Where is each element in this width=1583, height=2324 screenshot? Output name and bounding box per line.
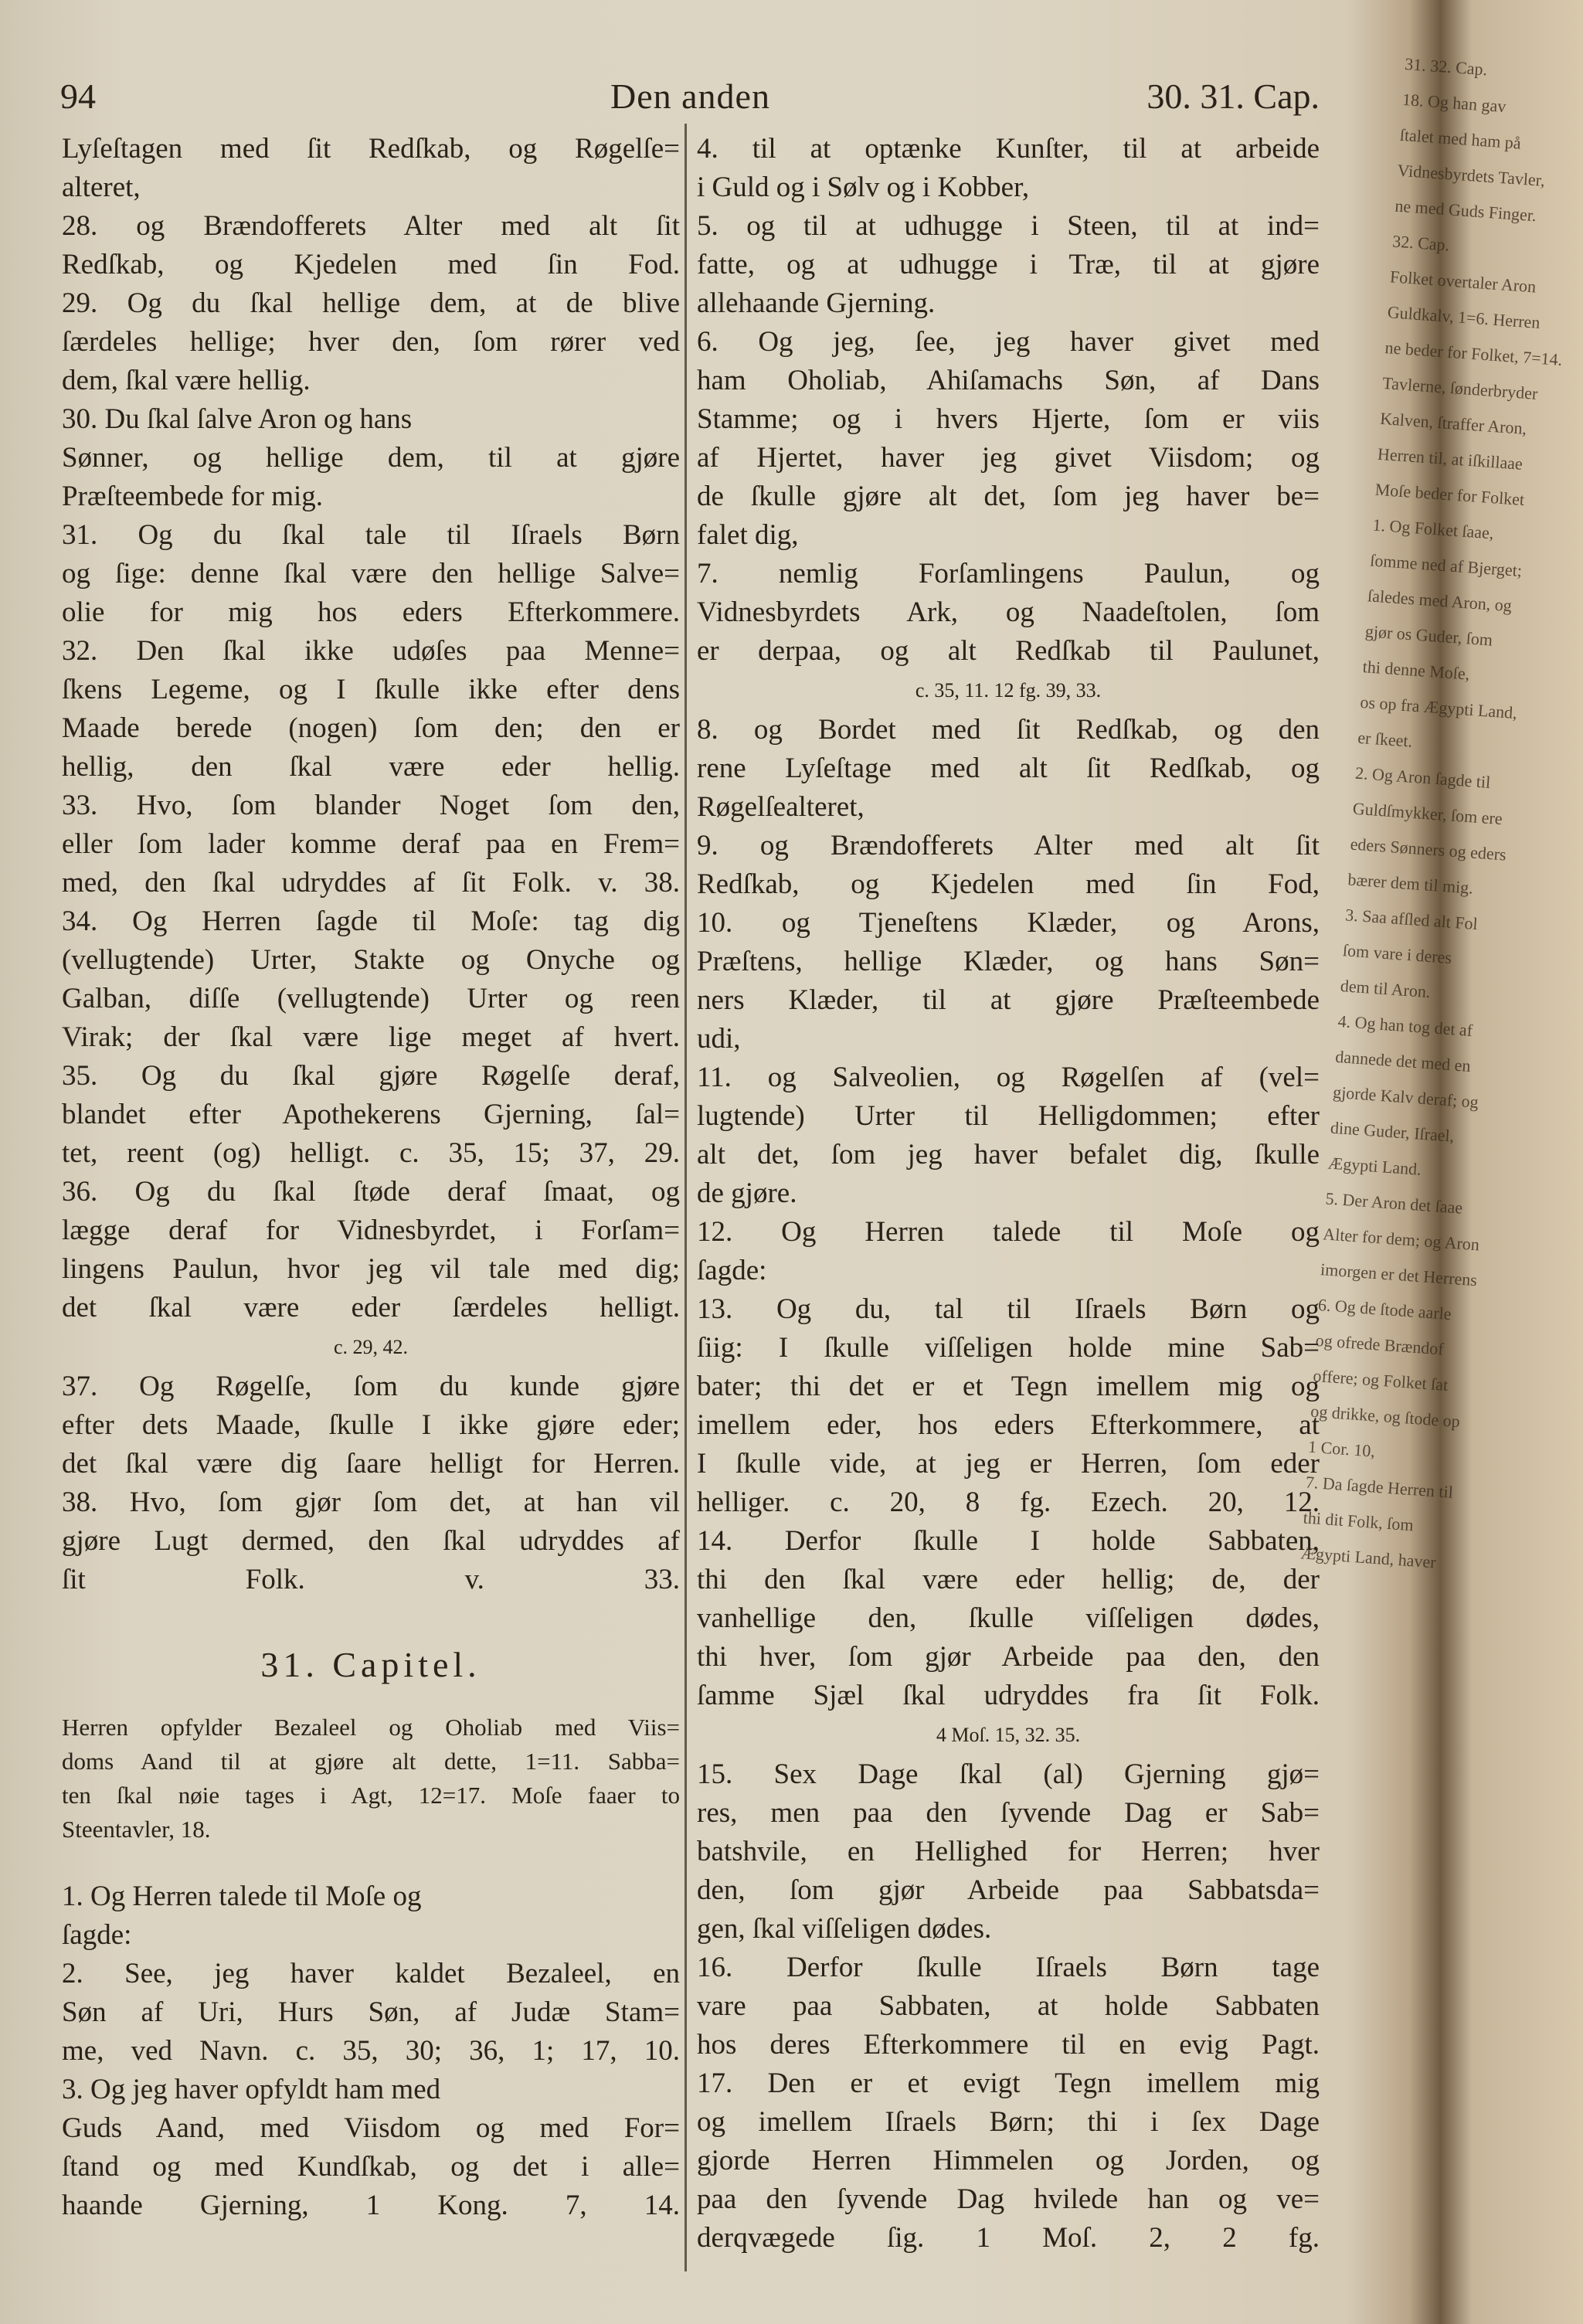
running-title: Den anden: [610, 76, 770, 116]
text-line: er ſkeet.: [1357, 727, 1414, 751]
text-line: 31. 32. Cap.: [1404, 53, 1488, 80]
text-line: de gjøre.: [697, 1177, 797, 1209]
text-line: Søn af Uri, Hurs Søn, af Judæ Stam=: [62, 1996, 680, 2028]
text-line: os op fra Ægypti Land,: [1359, 691, 1518, 723]
text-line: ne med Guds Finger.: [1394, 195, 1537, 226]
text-line: Vidnesbyrdets Ark, og Naadeſtolen, ſom: [697, 596, 1320, 628]
text-line: det ſkal være eder ſærdeles helligt.: [62, 1292, 680, 1323]
text-line: fatte, og at udhugge i Træ, til at gjøre: [697, 249, 1320, 280]
text-line: dem, ſkal være hellig.: [62, 365, 311, 396]
text-line: lægge deraf for Vidnesbyrdet, i Forſam=: [62, 1215, 680, 1246]
text-line: 36. Og du ſkal ſtøde deraf ſmaat, og: [62, 1176, 680, 1208]
text-line: Virak; der ſkal være lige meget af hvert.: [62, 1021, 680, 1053]
text-line: 15. Sex Dage ſkal (al) Gjerning gjø=: [697, 1758, 1320, 1790]
text-line: gjøre Lugt dermed, den ſkal udryddes af: [62, 1525, 680, 1557]
text-line: 17. Den er et evigt Tegn imellem mig: [697, 2067, 1320, 2099]
right-column: [697, 130, 1320, 2258]
text-line: Guldſmykker, ſom ere: [1352, 798, 1503, 829]
text-line: Præſteembede for mig.: [62, 481, 324, 512]
text-line: 18. Og han gav: [1401, 89, 1507, 117]
text-line: haande Gjerning, 1 Kong. 7, 14.: [62, 2190, 680, 2221]
summary-line: Herren opfylder Bezaleel og Oholiab med Viis=: [62, 1714, 680, 1741]
text-line: 10. og Tjeneſtens Klæder, og Arons,: [697, 907, 1320, 939]
text-line: allehaande Gjerning.: [697, 287, 936, 319]
text-line: 2. See, jeg haver kaldet Bezaleel, en: [62, 1958, 680, 1989]
text-line: helliger. c. 20, 8 fg. Ezech. 20, 12.: [697, 1486, 1320, 1518]
text-line: Vidnesbyrdets Tavler,: [1396, 160, 1546, 190]
text-line: rene Lyſeſtage med alt ſit Redſkab, og: [697, 753, 1320, 784]
text-line: Røgelſealteret,: [697, 791, 865, 823]
text-line: ſtand og med Kundſkab, og det i alle=: [62, 2151, 680, 2183]
text-line: gjorde Herren Himmelen og Jorden, og: [697, 2145, 1320, 2176]
text-line: 6. Og jeg, ſee, jeg haver givet med: [697, 326, 1320, 358]
text-line: 3. Saa afſled alt Fol: [1344, 905, 1479, 934]
text-line: vare paa Sabbaten, at holde Sabbaten: [697, 1990, 1320, 2022]
text-line: dem til Aron.: [1340, 976, 1432, 1002]
text-line: eders Sønners og eders: [1349, 834, 1507, 865]
text-line: 13. Og du, tal til Iſraels Børn og: [697, 1293, 1320, 1325]
text-line: Guldkalv, 1=6. Herren: [1387, 302, 1541, 332]
chapter-heading: 31. Capitel.: [260, 1645, 481, 1684]
text-line: bærer dem til mig.: [1347, 869, 1474, 898]
text-line: Alter for dem; og Aron: [1322, 1224, 1480, 1255]
text-line: 1. Og Folket ſaae,: [1371, 515, 1495, 543]
text-line: 8. og Bordet med ſit Redſkab, og den: [697, 714, 1320, 746]
text-line: lugtende) Urter til Helligdommen; efter: [697, 1100, 1320, 1132]
text-line: paa den ſyvende Dag hvilede han og ve=: [697, 2183, 1320, 2215]
text-line: imellem eder, hos eders Efterkommere, at: [697, 1409, 1320, 1441]
cross-reference: c. 29, 42.: [333, 1336, 409, 1358]
facing-page-edge: [1299, 46, 1563, 1581]
text-line: 11. og Salveolien, og Røgelſen af (vel=: [697, 1062, 1320, 1093]
text-line: (vellugtende) Urter, Stakte og Onyche og: [62, 944, 680, 976]
text-line: 32. Cap.: [1391, 231, 1451, 255]
text-line: ſiig: I ſkulle viſſeligen holde mine Sab=: [697, 1332, 1320, 1364]
text-line: bater; thi det er et Tegn imellem mig og: [697, 1371, 1320, 1402]
text-line: den, ſom gjør Arbeide paa Sabbatsda=: [697, 1874, 1320, 1906]
text-block: [697, 1755, 1320, 2258]
text-line: thi dit Folk, ſom: [1302, 1507, 1415, 1535]
text-line: blandet efter Apothekerens Gjerning, ſal=: [62, 1099, 680, 1130]
text-line: 5. Der Aron det ſaae: [1324, 1188, 1463, 1218]
text-line: Præſtens, hellige Klæder, og hans Søn=: [697, 946, 1320, 977]
text-line: 34. Og Herren ſagde til Moſe: tag dig: [62, 905, 680, 937]
text-line: 38. Hvo, ſom gjør ſom det, at han vil: [62, 1486, 680, 1518]
text-line: Moſe beder for Folket: [1374, 479, 1525, 510]
text-line: ſom vare i deres: [1342, 940, 1452, 967]
summary-line: Steentavler, 18.: [62, 1816, 211, 1843]
text-line: 1. Og Herren talede til Moſe og: [62, 1881, 422, 1912]
text-line: 2. Og Aron ſagde til: [1354, 763, 1492, 792]
text-line: Kalven, ſtraffer Aron,: [1379, 408, 1527, 439]
summary-line: ten ſkal nøie tages i Agt, 12=17. Moſe faaer to: [62, 1782, 680, 1809]
text-block: [62, 1368, 680, 1599]
text-line: det ſkal være dig ſaare helligt for Herren.: [62, 1448, 680, 1480]
text-line: 30. Du ſkal ſalve Aron og hans: [62, 403, 413, 435]
text-line: thi den ſkal være eder hellig; de, der: [697, 1564, 1320, 1595]
text-line: Galban, diſſe (vellugtende) Urter og reen: [62, 983, 680, 1014]
text-line: ſit Folk. v. 33.: [62, 1564, 680, 1595]
text-line: Maade berede (nogen) ſom den; den er: [62, 712, 680, 744]
text-line: alteret,: [62, 172, 141, 203]
text-line: Ægypti Land, haver: [1299, 1543, 1437, 1572]
text-line: 4. til at optænke Kunſter, til at arbeide: [697, 133, 1320, 165]
text-line: 29. Og du ſkal hellige dem, at de blive: [62, 287, 680, 319]
text-line: 1 Cor. 10,: [1307, 1436, 1376, 1461]
text-line: hellig, den ſkal være eder hellig.: [62, 751, 680, 783]
text-line: gjorde Kalv deraf; og: [1332, 1082, 1479, 1112]
text-line: i Guld og i Sølv og i Kobber,: [697, 172, 1030, 203]
text-line: 32. Den ſkal ikke udøſes paa Menne=: [62, 635, 680, 667]
text-line: olie for mig hos eders Efterkommere.: [62, 596, 680, 628]
text-line: 37. Og Røgelſe, ſom du kunde gjøre: [62, 1371, 680, 1402]
text-line: efter dets Maade, ſkulle I ikke gjøre eder;: [62, 1409, 680, 1441]
text-line: er derpaa, og alt Redſkab til Paulunet,: [697, 635, 1320, 667]
text-block: [697, 711, 1320, 1715]
text-line: ſagde:: [697, 1255, 767, 1286]
text-line: eller ſom lader komme deraf paa en Frem=: [62, 828, 680, 860]
text-line: 16. Derfor ſkulle Iſraels Børn tage: [697, 1952, 1320, 1983]
text-block: [62, 130, 680, 1327]
text-line: 12. Og Herren talede til Moſe og: [697, 1216, 1320, 1248]
text-line: alt det, ſom jeg haver befalet dig, ſkulle: [697, 1139, 1320, 1170]
text-line: 9. og Brændofferets Alter med alt ſit: [697, 830, 1320, 861]
text-line: Herren til, at iſkillaae: [1377, 443, 1524, 474]
text-line: ſærdeles hellige; hver den, ſom rører ved: [62, 326, 680, 358]
text-line: ſagde:: [62, 1919, 132, 1951]
text-line: thi denne Moſe,: [1362, 657, 1471, 684]
text-line: Redſkab, og Kjedelen med ſin Fod,: [697, 868, 1320, 900]
text-line: ſaledes med Aron, og: [1367, 586, 1513, 616]
cross-reference: c. 35, 11. 12 fg. 39, 33.: [915, 679, 1102, 702]
text-line: ſkens Legeme, og I ſkulle ikke efter dens: [62, 674, 680, 705]
text-line: ham Oholiab, Ahiſamachs Søn, af Dans: [697, 365, 1320, 396]
column-divider: [684, 124, 687, 2271]
text-line: I ſkulle vide, at jeg er Herren, ſom eder: [697, 1448, 1320, 1480]
text-line: imorgen er det Herrens: [1320, 1259, 1478, 1290]
text-line: ners Klæder, til at gjøre Præſteembede: [697, 984, 1320, 1016]
chapter-range: 30. 31. Cap.: [1146, 76, 1320, 116]
text-line: gen, ſkal viſſeligen dødes.: [697, 1913, 992, 1945]
text-line: offere; og Folket ſat: [1312, 1365, 1449, 1395]
text-line: udi,: [697, 1023, 741, 1055]
text-line: hos deres Efterkommere til en evig Pagt.: [697, 2029, 1320, 2061]
text-line: og drikke, og ſtode op: [1310, 1401, 1461, 1432]
text-line: og imellem Iſraels Børn; thi i ſex Dage: [697, 2106, 1320, 2138]
text-line: 7. Da ſagde Herren til: [1305, 1472, 1454, 1502]
text-line: 4. Og han tog det af: [1337, 1011, 1473, 1041]
text-line: 31. Og du ſkal tale til Iſraels Børn: [62, 519, 680, 551]
text-line: tet, reent (og) helligt. c. 35, 15; 37, 29.: [62, 1137, 680, 1169]
text-line: Tavlerne, ſønderbryder: [1381, 372, 1539, 403]
text-line: vanhellige den, ſkulle viſſeligen dødes,: [697, 1602, 1320, 1634]
text-line: ſomme ned af Bjerget;: [1369, 550, 1523, 581]
text-line: 5. og til at udhugge i Steen, til at ind=: [697, 210, 1320, 242]
text-line: Sønner, og hellige dem, til at gjøre: [62, 442, 680, 474]
text-line: ſamme Sjæl ſkal udryddes fra ſit Folk.: [697, 1680, 1320, 1711]
text-line: me, ved Navn. c. 35, 30; 36, 1; 17, 10.: [62, 2035, 680, 2067]
text-line: derqvægede ſig. 1 Moſ. 2, 2 fg.: [697, 2222, 1320, 2254]
text-line: Redſkab, og Kjedelen med ſin Fod.: [62, 249, 680, 280]
summary-line: doms Aand til at gjøre alt dette, 1=11. Sabba=: [62, 1748, 680, 1775]
text-line: og ofrede Brændof: [1315, 1330, 1445, 1359]
text-line: Guds Aand, med Viisdom og med For=: [62, 2112, 680, 2144]
text-line: 3. Og jeg haver opfyldt ham med: [62, 2074, 441, 2105]
text-block: [697, 130, 1320, 671]
text-line: dine Guder, Iſrael,: [1330, 1117, 1456, 1146]
text-line: 14. Derfor ſkulle I holde Sabbaten,: [697, 1525, 1320, 1557]
chapter-summary: [62, 1711, 680, 1847]
text-line: ſtalet med ham på: [1399, 124, 1522, 153]
text-line: af Hjertet, haver jeg givet Viisdom; og: [697, 442, 1320, 474]
text-line: falet dig,: [697, 519, 799, 551]
text-line: 33. Hvo, ſom blander Noget ſom den,: [62, 790, 680, 821]
text-line: Lyſeſtagen med ſit Redſkab, og Røgelſe=: [62, 133, 680, 165]
text-line: thi hver, ſom gjør Arbeide paa den, den: [697, 1641, 1320, 1673]
text-line: dannede det med en: [1334, 1046, 1472, 1076]
page-number: 94: [60, 76, 96, 116]
text-block: [62, 1877, 680, 2225]
cross-reference: 4 Moſ. 15, 32. 35.: [936, 1724, 1081, 1746]
text-line: Folket overtaler Aron: [1389, 267, 1537, 297]
text-line: Ægypti Land.: [1327, 1153, 1422, 1179]
text-line: 28. og Brændofferets Alter med alt ſit: [62, 210, 680, 242]
text-line: gjør os Guder, ſom: [1364, 621, 1493, 650]
text-line: batshvile, en Hellighed for Herren; hver: [697, 1836, 1320, 1867]
text-line: ne beder for Folket, 7=14.: [1384, 338, 1563, 370]
text-line: de ſkulle gjøre alt det, ſom jeg haver be=: [697, 481, 1320, 512]
text-line: 7. nemlig Forſamlingens Paulun, og: [697, 558, 1320, 589]
text-line: 6. Og de ſtode aarle: [1317, 1295, 1452, 1324]
text-line: Stamme; og i hvers Hjerte, ſom er viis: [697, 403, 1320, 435]
text-line: 35. Og du ſkal gjøre Røgelſe deraf,: [62, 1060, 680, 1092]
text-line: lingens Paulun, hvor jeg vil tale med dig;: [62, 1253, 680, 1285]
text-line: med, den ſkal udryddes af ſit Folk. v. 38.: [62, 867, 680, 899]
left-column: [62, 130, 680, 2225]
text-line: res, men paa den ſyvende Dag er Sab=: [697, 1797, 1320, 1829]
text-line: og ſige: denne ſkal være den hellige Salve=: [62, 558, 680, 589]
